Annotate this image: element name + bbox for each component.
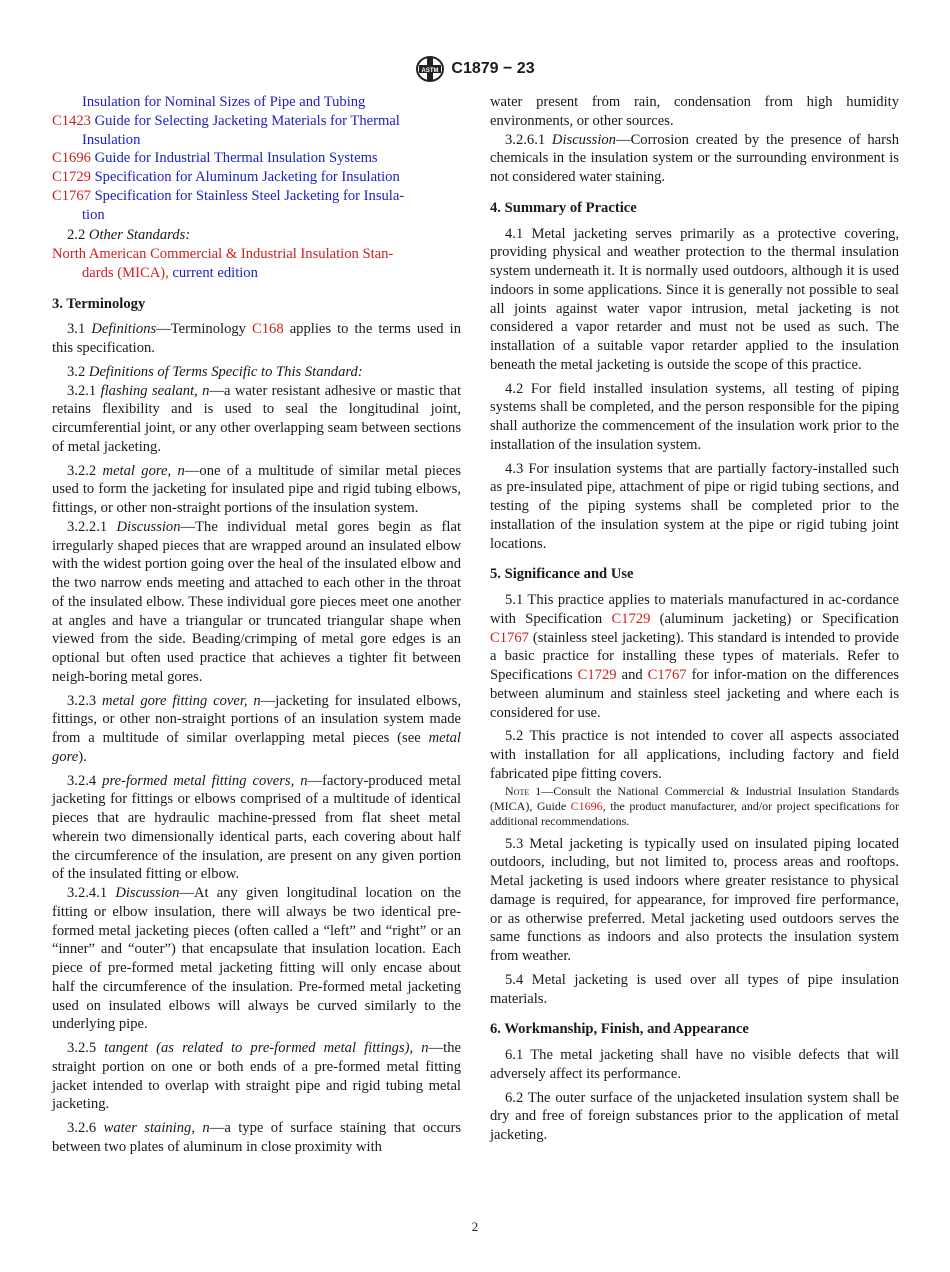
ref-link[interactable]: C1767 — [647, 667, 687, 683]
ref-link[interactable]: C1696 — [570, 798, 603, 813]
paragraph: 3.2.4.1 Discussion—At any given longitudinal location on the fitting or elbow insulation, there will always be two identical pre-formed metal jacketing pieces (often called a “left” and “right” or an “inner” and “outer”) that encapsulate that insulation location. Each piece of pre-formed metal jacketing fitting will only encase about half the circumference of the insulation. Pre-formed metal jacketing used on insulated elbows will always be curved similarly to the underlying pipe. — [52, 885, 461, 1033]
paragraph: 4.3 For insulation systems that are partially factory-installed such as pre-insulated pipe, attachment of pipe or rigid tubing sections, and testing of the piping systems shall be completed prior to the installation of the insulation system at the pipe or rigid tubing joint locations. — [490, 460, 899, 552]
paragraph: 6.2 The outer surface of the unjacketed insulation system shall be dry and free of foreign substances prior to the application of metal jacketing. — [490, 1089, 899, 1143]
other-standards-heading: 2.2 Other Standards: — [67, 227, 191, 244]
paragraph: 6.1 The metal jacketing shall have no visible defects that will adversely affect its performance. — [490, 1047, 899, 1082]
paragraph: 3.2.6.1 Discussion—Corrosion created by the presence of harsh chemicals in the insulation system or the surrounding environment is not considered water staining. — [490, 131, 899, 185]
section-heading-summary: 4. Summary of Practice — [490, 199, 637, 216]
astm-logo-icon — [415, 56, 445, 82]
ref-link[interactable]: C1767 — [490, 629, 529, 646]
paragraph: 3.2.5 tangent (as related to pre-formed metal fittings), n—the straight portion on one or both ends of a pre-formed metal fitting jacket intended to overlap with straight pipe and rigid tubing metal jacketing. — [52, 1040, 461, 1113]
paragraph: water present from rain, condensation from high humidity environments, or other sources. — [490, 94, 899, 129]
reference-item[interactable]: C1696 Guide for Industrial Thermal Insulation Systems — [52, 150, 378, 167]
section-heading-terminology: 3. Terminology — [52, 295, 146, 312]
left-column — [52, 93, 461, 1162]
reference-item[interactable]: C1767 Specification for Stainless Steel Jacketing for Insula- — [52, 187, 405, 204]
reference-item[interactable]: Insulation for Nominal Sizes of Pipe and Tubing — [82, 94, 366, 110]
right-column — [490, 93, 899, 1150]
reference-item[interactable]: C1729 Specification for Aluminum Jacketing for Insulation — [52, 169, 400, 185]
paragraph: 3.2.2.1 Discussion—The individual metal gores begin as flat irregularly shaped pieces that are wrapped around an insulated elbow with the widest portion going over the heal of the insulated elbow and the two narrow ends meeting and attached to each other in the throat of the insulated elbow. These individual gore pieces meet one another at angles and have a triangular or truncated triangular shape when viewed from the side. Beading/crimping of metal gore edges is an optional but often used practice that achieves a tighter fit between neigh-boring metal gores. — [52, 518, 461, 685]
reference-item[interactable]: tion — [82, 206, 105, 223]
paragraph: 4.1 Metal jacketing serves primarily as a protective covering, providing physical and weather protection to the thermal insulation system underneath it. It is normally used outdoors, although it is used indoors in some applications. Since it is generally not possible to seal all joints against water vapor intrusion, metal jacketing is not considered a vapor retarder and must not be used as such. The installation of a suitable vapor retarder applied to the insulation beneath the metal jacketing is outside the scope of this practice. — [490, 225, 899, 373]
section-heading-significance: 5. Significance and Use — [490, 566, 634, 583]
paragraph: 5.1 This practice applies to materials manufactured in ac-cordance with Specification C1729 (aluminum jacketing) or Specification C1767 (stainless steel jacketing). This standard is intended to provide a basic practice for installing these types of materials. Refer to Specifications C1729 and C1767 for infor-mation on the differences between aluminum and stainless steel jacketing and where each is considered for use. — [490, 592, 899, 721]
ref-link[interactable]: C168 — [252, 321, 284, 338]
paragraph: 5.4 Metal jacketing is used over all types of pipe insulation materials. — [490, 971, 899, 1007]
note: Note 1—Consult the National Commercial & Industrial Insulation Standards (MICA), Guide C1696, the product manufacturer, and/or project specifications for additional recommendations. — [490, 783, 899, 828]
reference-item-mica[interactable]: North American Commercial & Industrial Insulation Stan- — [52, 246, 394, 262]
paragraph: 5.2 This practice is not intended to cover all aspects associated with installation for all applications, including factory and field fabricated pipe fitting covers. — [490, 728, 899, 782]
ref-link[interactable]: C1729 — [611, 610, 651, 627]
reference-item[interactable]: Insulation — [82, 131, 141, 148]
paragraph: 5.3 Metal jacketing is typically used on insulated piping located outdoors, including, but not limited to, process areas and rooftops. Metal jacketing is used indoors where greater resistance to physical damage is required, for appearance, for improved fire performance, or as otherwise preferred. Metal jacketing used outdoors serves the same functions as indoors and also protects the insulation system from weather. — [490, 835, 899, 964]
section-heading-workmanship: 6. Workmanship, Finish, and Appearance — [490, 1021, 749, 1038]
paragraph: 3.2.2 metal gore, n—one of a multitude of similar metal pieces used to form the jacketing for insulated pipe and rigid tubing elbows, fittings, or other non-straight portions of the insulation system. — [52, 462, 461, 516]
page-number: 2 — [471, 1219, 479, 1234]
paragraph: 3.1 Definitions—Terminology C168 applies to the terms used in this specification. — [52, 321, 461, 356]
paragraph: 3.2.6 water staining, n—a type of surface staining that occurs between two plates of aluminum in close proximity with — [52, 1120, 461, 1155]
reference-item[interactable]: C1423 Guide for Selecting Jacketing Materials for Thermal — [52, 112, 400, 129]
paragraph: 3.2.1 flashing sealant, n—a water resistant adhesive or mastic that retains flexibility and is used to seal the longitudinal joint, circumferential joint, or any other overlapping seam between sections of metal jacketing. — [52, 382, 461, 455]
paragraph: 4.2 For field installed insulation systems, all testing of piping systems shall be completed, and the person responsible for the piping shall authorize the commencement of the insulation work prior to the installation of the insulation system. — [490, 380, 899, 453]
ref-link[interactable]: C1729 — [577, 667, 617, 683]
designation: C1879 − 23 — [451, 60, 535, 77]
reference-item-mica-cont[interactable]: dards (MICA), current edition — [82, 264, 258, 281]
page-header — [0, 56, 950, 82]
paragraph: 3.2 Definitions of Terms Specific to This Standard: — [67, 363, 363, 380]
paragraph: 3.2.4 pre-formed metal fitting covers, n—factory-produced metal jacketing for fittings or elbows comprised of a multitude of identical pieces that are hydraulic machine-pressed from flat sheet metal wherein two dimensionally identical parts, each covering about half the circumference of the insulation, are present on any given portion of the insulated fitting or elbow. — [52, 772, 461, 883]
paragraph: 3.2.3 metal gore fitting cover, n—jacketing for insulated elbows, fittings, or other non-straight portions of an insulation system made from a multitude of similar overlapping metal pieces (see metal gore). — [52, 692, 461, 765]
svg-text:ASTM: ASTM — [421, 68, 439, 74]
